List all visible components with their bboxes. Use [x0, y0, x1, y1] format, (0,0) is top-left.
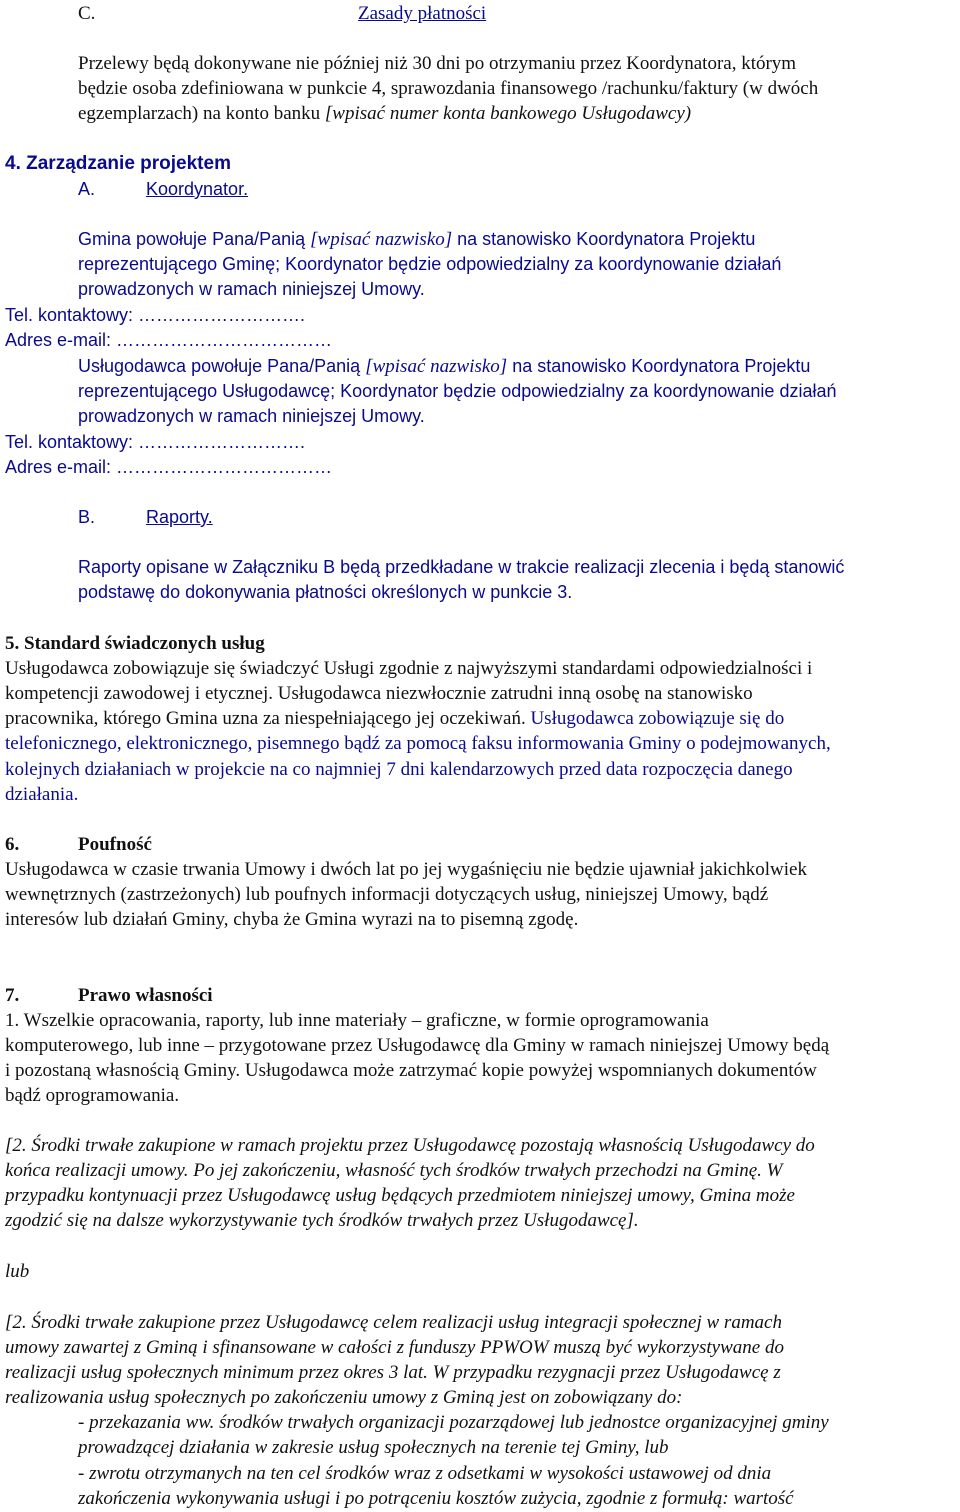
uslugodawca-line-1-pre: Usługodawca powołuje Pana/Panią: [78, 356, 366, 376]
section-5-title: 5. Standard świadczonych usług: [5, 633, 265, 654]
section-c-title: Zasady płatności: [358, 3, 487, 24]
section-6-line-2: wewnętrznych (zastrzeżonych) lub poufnych informacji dotyczących usług, niniejszej Umowy, bądź: [5, 884, 769, 905]
section-7-title: Prawo własności: [78, 985, 213, 1006]
section-7-bullet-2-line-2: zakończenia wykonywania usługi i po potrąceniu kosztów zużycia, zgodnie z formułą: wartość: [78, 1488, 794, 1509]
raporty-line-1: Raporty opisane w Załączniku B będą przedkładane w trakcie realizacji zlecenia i będą stanowić: [78, 557, 845, 577]
sub-a-title: Koordynator.: [146, 179, 249, 199]
section-5-line-5: kolejnych działaniach w projekcie na co najmniej 7 dni kalendarzowych przed data rozpoczęcia danego: [5, 759, 793, 780]
section-7-p2-line-4: zgodzić się na dalsze wykorzystywanie tych środków trwałych przez Usługodawcę].: [5, 1210, 639, 1231]
section-7-p1-line-3: i pozostaną własnością Gminy. Usługodawca może zatrzymać kopie powyżej wspomnianych dokumentów: [5, 1060, 817, 1081]
section-7-p1-line-1: 1. Wszelkie opracowania, raporty, lub inne materiały – graficzne, w formie oprogramowania: [5, 1010, 709, 1031]
gmina-line-1-post: na stanowisko Koordynatora Projektu: [452, 229, 756, 249]
uslugodawca-phone: Tel. kontaktowy: ……………………….: [5, 432, 306, 452]
uslugodawca-name-placeholder: [wpisać nazwisko]: [365, 356, 508, 377]
uslugodawca-line-1-post: na stanowisko Koordynatora Projektu: [507, 356, 811, 376]
section-7-p3-line-4: realizowania usług społecznych po zakończeniu umowy z Gminą jest on zobowiązany do:: [5, 1387, 683, 1408]
section-6-line-1: Usługodawca w czasie trwania Umowy i dwóch lat po jej wygaśnięciu nie będzie ujawniał jakichkolwiek: [5, 859, 807, 880]
bank-account-placeholder: [wpisać numer konta bankowego Usługodawcy): [324, 103, 692, 124]
uslugodawca-line-2: reprezentującego Usługodawcę; Koordynator będzie odpowiedzialny za koordynowanie działań: [78, 381, 837, 401]
section-7-lub: lub: [5, 1261, 30, 1282]
section-5-line-1: Usługodawca zobowiązuje się świadczyć Usługi zgodnie z najwyższymi standardami odpowiedzialności i: [5, 658, 813, 679]
section-7-p1-line-2: komputerowego, lub inne – przygotowane przez Usługodawcę dla Gminy w ramach niniejszej Umowy będą: [5, 1035, 830, 1056]
gmina-line-3: prowadzonych w ramach niniejszej Umowy.: [78, 279, 425, 299]
section-c-line-3-text: egzemplarzach) na konto banku: [78, 103, 325, 124]
section-7-p3-line-1: [2. Środki trwałe zakupione przez Usługodawcę celem realizacji usług integracji społecznej w ramach: [5, 1312, 782, 1333]
section-7-p3-line-3: realizacji usług społecznych minimum przez okres 3 lat. W przypadku rezygnacji przez Usługodawcę z: [5, 1362, 781, 1383]
section-c-line-1: Przelewy będą dokonywane nie później niż 30 dni po otrzymaniu przez Koordynatora, którym: [78, 53, 797, 74]
section-7-p3-line-2: umowy zawartej z Gminą i sfinansowane w całości z funduszy PPWOW muszą być wykorzystywane do: [5, 1337, 784, 1358]
gmina-email: Adres e-mail: ………………………………: [5, 330, 333, 350]
section-c-line-2: będzie osoba zdefiniowana w punkcie 4, sprawozdania finansowego /rachunku/faktury (w dwóch: [78, 78, 819, 99]
uslugodawca-line-3: prowadzonych w ramach niniejszej Umowy.: [78, 406, 425, 426]
section-6-title: Poufność: [78, 834, 152, 855]
section-7-bullet-1-line-1: - przekazania ww. środków trwałych organizacji pozarządowej lub jednostce organizacyjnej gminy: [78, 1412, 829, 1433]
uslugodawca-email: Adres e-mail: ………………………………: [5, 457, 333, 477]
gmina-line-1-pre: Gmina powołuje Pana/Panią: [78, 229, 311, 249]
section-7-number: 7.: [5, 985, 20, 1006]
uslugodawca-line-1: [78, 354, 810, 380]
section-5-line-2: kompetencji zawodowej i etycznej. Usługodawca niezwłocznie zatrudni inną osobę na stanowisko: [5, 683, 753, 704]
section-7-bullet-2-line-1: - zwrotu otrzymanych na ten cel środków wraz z odsetkami w wysokości ustawowej od dnia: [78, 1463, 772, 1484]
sub-b-title: Raporty.: [146, 507, 213, 527]
section-7-bullet-1-line-2: prowadzącej działania w zakresie usług społecznych na terenie tej Gminy, lub: [78, 1437, 669, 1458]
gmina-line-1: [78, 227, 755, 253]
raporty-line-2: podstawę do dokonywania płatności określonych w punkcie 3.: [78, 582, 573, 602]
section-7-p2-line-2: końca realizacji umowy. Po jej zakończeniu, własność tych środków trwałych przechodzi na Gminę. W: [5, 1160, 783, 1181]
section-6-number: 6.: [5, 834, 20, 855]
gmina-line-2: reprezentującego Gminę; Koordynator będzie odpowiedzialny za koordynowanie działań: [78, 254, 782, 274]
section-6-line-3: interesów lub działań Gminy, chyba że Gmina wyrazi na to pisemną zgodę.: [5, 909, 579, 930]
section-c-line-3: [78, 101, 691, 127]
gmina-name-placeholder: [wpisać nazwisko]: [310, 229, 453, 250]
section-5-line-3: [5, 706, 784, 732]
section-5-line-3-black: pracownika, którego Gmina uzna za niespełniającego jej oczekiwań.: [5, 708, 531, 729]
section-7-p2-line-1: [2. Środki trwałe zakupione w ramach projektu przez Usługodawcę pozostają własnością Usługodawcy do: [5, 1135, 815, 1156]
section-7-p2-line-3: przypadku kontynuacji przez Usługodawcę usług będących przedmiotem niniejszej umowy, Gmina może: [5, 1185, 795, 1206]
sub-b-letter: B.: [78, 507, 96, 527]
section-4-title: 4. Zarządzanie projektem: [5, 153, 231, 174]
gmina-phone: Tel. kontaktowy: ……………………….: [5, 305, 306, 325]
section-7-p1-line-4: bądź oprogramowania.: [5, 1085, 180, 1106]
section-c-letter: C.: [78, 3, 96, 24]
sub-a-letter: A.: [78, 179, 96, 199]
section-5-line-3-blue: Usługodawca zobowiązuje się do: [530, 708, 785, 729]
section-5-line-4: telefonicznego, elektronicznego, pisemnego bądź za pomocą faksu informowania Gminy o podejmowanych,: [5, 733, 831, 754]
section-5-line-6: działania.: [5, 784, 79, 805]
